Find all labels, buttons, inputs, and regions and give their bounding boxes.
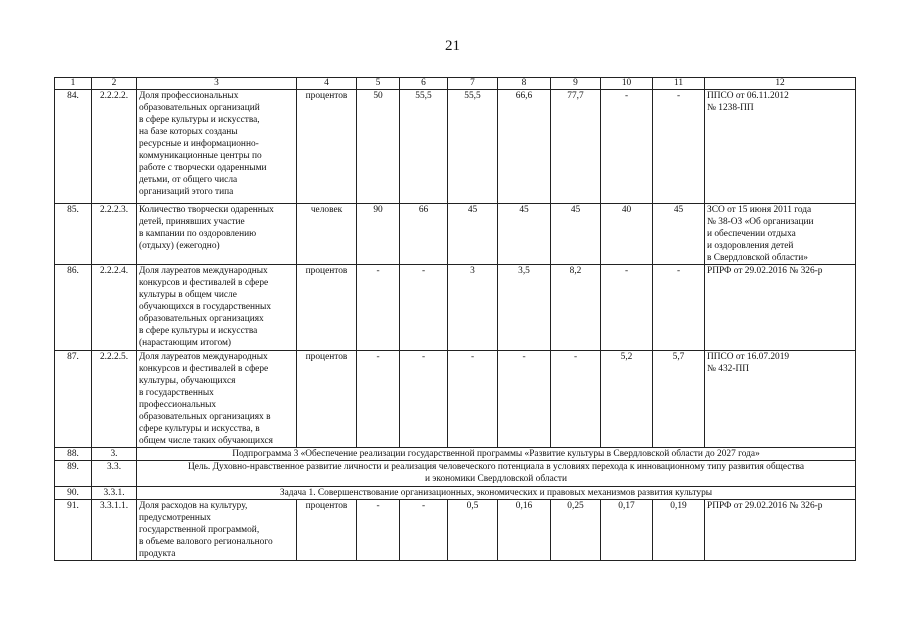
value-cell: - — [448, 351, 498, 448]
indicator-name: Доля профессиональных образовательных организаций в сфере культуры и искусства, на базе которых созданы ресурсные и информационно- коммуникационные центры по работе с творчески одаренными детьми, от общего числа организаций этого типа — [137, 90, 297, 204]
unit: процентов — [297, 265, 357, 351]
table-row — [55, 351, 856, 448]
value-cell: 0,16 — [498, 500, 551, 561]
value-cell: - — [551, 351, 601, 448]
row-code: 2.2.2.5. — [92, 351, 137, 448]
value-cell: 45 — [448, 204, 498, 265]
row-code: 2.2.2.4. — [92, 265, 137, 351]
indicators-table — [54, 77, 856, 561]
row-number: 90. — [55, 487, 92, 500]
column-number: 2 — [92, 78, 137, 90]
value-cell: 8,2 — [551, 265, 601, 351]
row-code: 3.3.1.1. — [92, 500, 137, 561]
value-cell: 0,5 — [448, 500, 498, 561]
value-cell: - — [498, 351, 551, 448]
row-code: 3.3.1. — [92, 487, 137, 500]
source-doc: ППСО от 16.07.2019 № 432-ПП — [705, 351, 856, 448]
row-code: 3. — [92, 448, 137, 461]
value-cell: 55,5 — [448, 90, 498, 204]
value-cell: 55,5 — [400, 90, 448, 204]
value-cell: 45 — [551, 204, 601, 265]
value-cell: 45 — [498, 204, 551, 265]
row-number: 91. — [55, 500, 92, 561]
value-cell: 40 — [601, 204, 653, 265]
column-number: 10 — [601, 78, 653, 90]
source-doc: ППСО от 06.11.2012 № 1238-ПП — [705, 90, 856, 204]
row-code: 2.2.2.3. — [92, 204, 137, 265]
column-number: 6 — [400, 78, 448, 90]
source-doc: РПРФ от 29.02.2016 № 326-р — [705, 500, 856, 561]
table-row — [55, 90, 856, 204]
unit: процентов — [297, 500, 357, 561]
value-cell: 45 — [653, 204, 705, 265]
value-cell: 66,6 — [498, 90, 551, 204]
value-cell: 3,5 — [498, 265, 551, 351]
row-number: 87. — [55, 351, 92, 448]
column-number: 4 — [297, 78, 357, 90]
indicator-name: Доля лауреатов международных конкурсов и фестивалей в сфере культуры, обучающихся в государственных профессиональных образовательных организациях в сфере культуры и искусства, в общем числе таких обучающихся — [137, 351, 297, 448]
value-cell: 0,25 — [551, 500, 601, 561]
indicator-name: Доля лауреатов международных конкурсов и фестивалей в сфере культуры в общем числе обучающихся в государственных образовательных организациях в сфере культуры и искусства (нарастающим итогом) — [137, 265, 297, 351]
value-cell: - — [601, 90, 653, 204]
goal-text: Цель. Духовно-нравственное развитие личности и реализация человеческого потенциала в условиях перехода к инновационному типу развития общества и экономики Свердловской области — [137, 461, 856, 487]
column-number: 3 — [137, 78, 297, 90]
column-number: 12 — [705, 78, 856, 90]
value-cell: - — [653, 90, 705, 204]
subprogram-row — [55, 448, 856, 461]
row-number: 84. — [55, 90, 92, 204]
column-number-row — [55, 78, 856, 90]
goal-row — [55, 461, 856, 487]
value-cell: - — [400, 500, 448, 561]
value-cell: - — [357, 265, 400, 351]
column-number: 9 — [551, 78, 601, 90]
value-cell: 0,19 — [653, 500, 705, 561]
page-number: 21 — [445, 38, 460, 54]
subprogram-title: Подпрограмма 3 «Обеспечение реализации государственной программы «Развитие культуры в Свердловской области до 2027 года» — [137, 448, 856, 461]
value-cell: 0,17 — [601, 500, 653, 561]
value-cell: 5,2 — [601, 351, 653, 448]
task-text: Задача 1. Совершенствование организационных, экономических и правовых механизмов развития культуры — [137, 487, 856, 500]
value-cell: - — [601, 265, 653, 351]
value-cell: - — [400, 265, 448, 351]
row-number: 88. — [55, 448, 92, 461]
value-cell: - — [400, 351, 448, 448]
table-row — [55, 500, 856, 561]
value-cell: 66 — [400, 204, 448, 265]
column-number: 5 — [357, 78, 400, 90]
value-cell: - — [653, 265, 705, 351]
row-number: 85. — [55, 204, 92, 265]
value-cell: 50 — [357, 90, 400, 204]
value-cell: 3 — [448, 265, 498, 351]
source-doc: ЗСО от 15 июня 2011 года № 38-ОЗ «Об организации и обеспечении отдыха и оздоровления детей в Свердловской области» — [705, 204, 856, 265]
value-cell: - — [357, 500, 400, 561]
column-number: 11 — [653, 78, 705, 90]
value-cell: 5,7 — [653, 351, 705, 448]
row-number: 89. — [55, 461, 92, 487]
source-doc: РПРФ от 29.02.2016 № 326-р — [705, 265, 856, 351]
indicator-name: Количество творчески одаренных детей, принявших участие в кампании по оздоровлению (отдыху) (ежегодно) — [137, 204, 297, 265]
row-code: 3.3. — [92, 461, 137, 487]
column-number: 7 — [448, 78, 498, 90]
table-row — [55, 265, 856, 351]
row-code: 2.2.2.2. — [92, 90, 137, 204]
row-number: 86. — [55, 265, 92, 351]
table-row — [55, 204, 856, 265]
column-number: 8 — [498, 78, 551, 90]
value-cell: 90 — [357, 204, 400, 265]
unit: процентов — [297, 90, 357, 204]
value-cell: - — [357, 351, 400, 448]
unit: процентов — [297, 351, 357, 448]
value-cell: 77,7 — [551, 90, 601, 204]
task-row — [55, 487, 856, 500]
indicator-name: Доля расходов на культуру, предусмотренных государственной программой, в объеме валового регионального продукта — [137, 500, 297, 561]
unit: человек — [297, 204, 357, 265]
column-number: 1 — [55, 78, 92, 90]
